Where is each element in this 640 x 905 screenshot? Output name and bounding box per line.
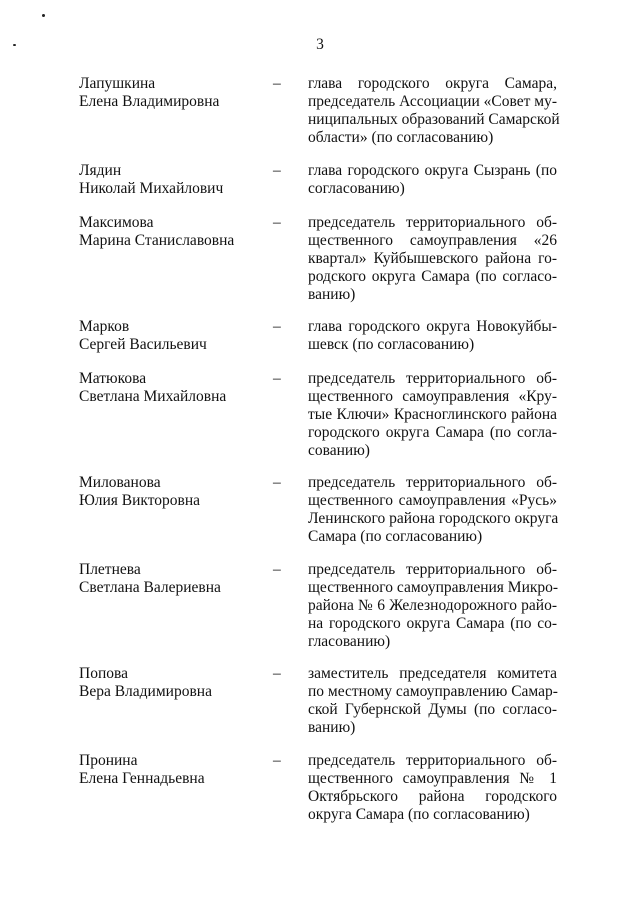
separator-dash: – xyxy=(273,561,281,578)
person-surname: Милованова xyxy=(79,474,161,491)
role-line: гласованию) xyxy=(308,633,391,650)
person-given-name: Марина Станиславовна xyxy=(79,232,235,249)
person-name xyxy=(79,561,269,597)
person-given-name: Светлана Валериевна xyxy=(79,579,221,596)
person-name xyxy=(79,665,269,701)
person-given-name: Елена Владимировна xyxy=(79,93,220,110)
role-line: по местному самоуправлению Самар- xyxy=(308,683,558,700)
separator-dash: – xyxy=(273,75,281,92)
role-line: председатель территориального об- xyxy=(308,370,557,387)
person-name xyxy=(79,752,269,788)
role-line: округа Самара (по согласованию) xyxy=(308,806,530,823)
role-line: щественного самоуправления № 1 xyxy=(308,770,557,787)
scan-speck xyxy=(42,14,45,17)
role-line: глава городского округа Сызрань (по xyxy=(308,162,557,179)
role-line: ванию) xyxy=(308,286,356,303)
person-name xyxy=(79,474,269,510)
role-line: председатель территориального об- xyxy=(308,214,557,231)
person-surname: Максимова xyxy=(79,214,154,231)
role-line: заместитель председателя комитета xyxy=(308,665,557,682)
person-role xyxy=(308,370,557,460)
person-surname: Марков xyxy=(79,318,130,335)
person-given-name: Сергей Васильевич xyxy=(79,336,207,353)
role-line: щественного самоуправления Микро- xyxy=(308,579,559,596)
person-given-name: Светлана Михайловна xyxy=(79,388,227,405)
role-line: Октябрьского района городского xyxy=(308,788,557,805)
role-line: глава городского округа Самара, xyxy=(308,75,557,92)
separator-dash: – xyxy=(273,665,281,682)
role-line: глава городского округа Новокуйбы- xyxy=(308,318,557,335)
person-role xyxy=(308,665,557,737)
role-line: щественного самоуправления «26 xyxy=(308,232,557,249)
person-name xyxy=(79,318,269,354)
separator-dash: – xyxy=(273,474,281,491)
role-line: сованию) xyxy=(308,442,370,459)
person-surname: Плетнева xyxy=(79,561,141,578)
person-given-name: Юлия Викторовна xyxy=(79,492,201,509)
person-role xyxy=(308,214,557,304)
person-name xyxy=(79,370,269,406)
role-line: согласованию) xyxy=(308,180,405,197)
role-line: Самара (по согласованию) xyxy=(308,528,483,545)
role-line: председатель территориального об- xyxy=(308,561,557,578)
person-role xyxy=(308,561,557,651)
separator-dash: – xyxy=(273,318,281,335)
page-number: 3 xyxy=(316,36,324,53)
role-line: тые Ключи» Красноглинского района xyxy=(308,406,557,423)
separator-dash: – xyxy=(273,752,281,769)
role-line: квартал» Куйбышевского района го- xyxy=(308,250,557,267)
person-name xyxy=(79,214,269,250)
role-line: родского округа Самара (по согласо- xyxy=(308,268,557,285)
separator-dash: – xyxy=(273,214,281,231)
role-line: щественного самоуправления «Русь» xyxy=(308,492,557,509)
person-surname: Лапушкина xyxy=(79,75,156,92)
person-role xyxy=(308,474,557,546)
role-line: области» (по согласованию) xyxy=(308,129,494,146)
person-role xyxy=(308,75,560,147)
person-given-name: Елена Геннадьевна xyxy=(79,770,205,787)
role-line: председатель территориального об- xyxy=(308,474,557,491)
person-role xyxy=(308,162,557,198)
person-role xyxy=(308,752,557,824)
role-line: на городского округа Самара (по со- xyxy=(308,615,557,632)
role-line: ванию) xyxy=(308,719,356,736)
role-line: ниципальных образований Самарской xyxy=(308,111,560,128)
person-surname: Попова xyxy=(79,665,128,682)
person-role xyxy=(308,318,557,354)
role-line: председатель Ассоциации «Совет му- xyxy=(308,93,557,110)
person-name xyxy=(79,75,269,111)
person-surname: Лядин xyxy=(79,162,122,179)
role-line: шевск (по согласованию) xyxy=(308,336,475,353)
person-surname: Пронина xyxy=(79,752,138,769)
role-line: ской Губернской Думы (по согласо- xyxy=(308,701,557,718)
role-line: Ленинского района городского округа xyxy=(308,510,559,527)
person-given-name: Николай Михайлович xyxy=(79,180,224,197)
role-line: городского округа Самара (по согла- xyxy=(308,424,557,441)
separator-dash: – xyxy=(273,370,281,387)
role-line: щественного самоуправления «Кру- xyxy=(308,388,557,405)
person-surname: Матюкова xyxy=(79,370,147,387)
person-given-name: Вера Владимировна xyxy=(79,683,212,700)
separator-dash: – xyxy=(273,162,281,179)
person-name xyxy=(79,162,269,198)
role-line: района № 6 Железнодорожного райо- xyxy=(308,597,557,614)
role-line: председатель территориального об- xyxy=(308,752,557,769)
